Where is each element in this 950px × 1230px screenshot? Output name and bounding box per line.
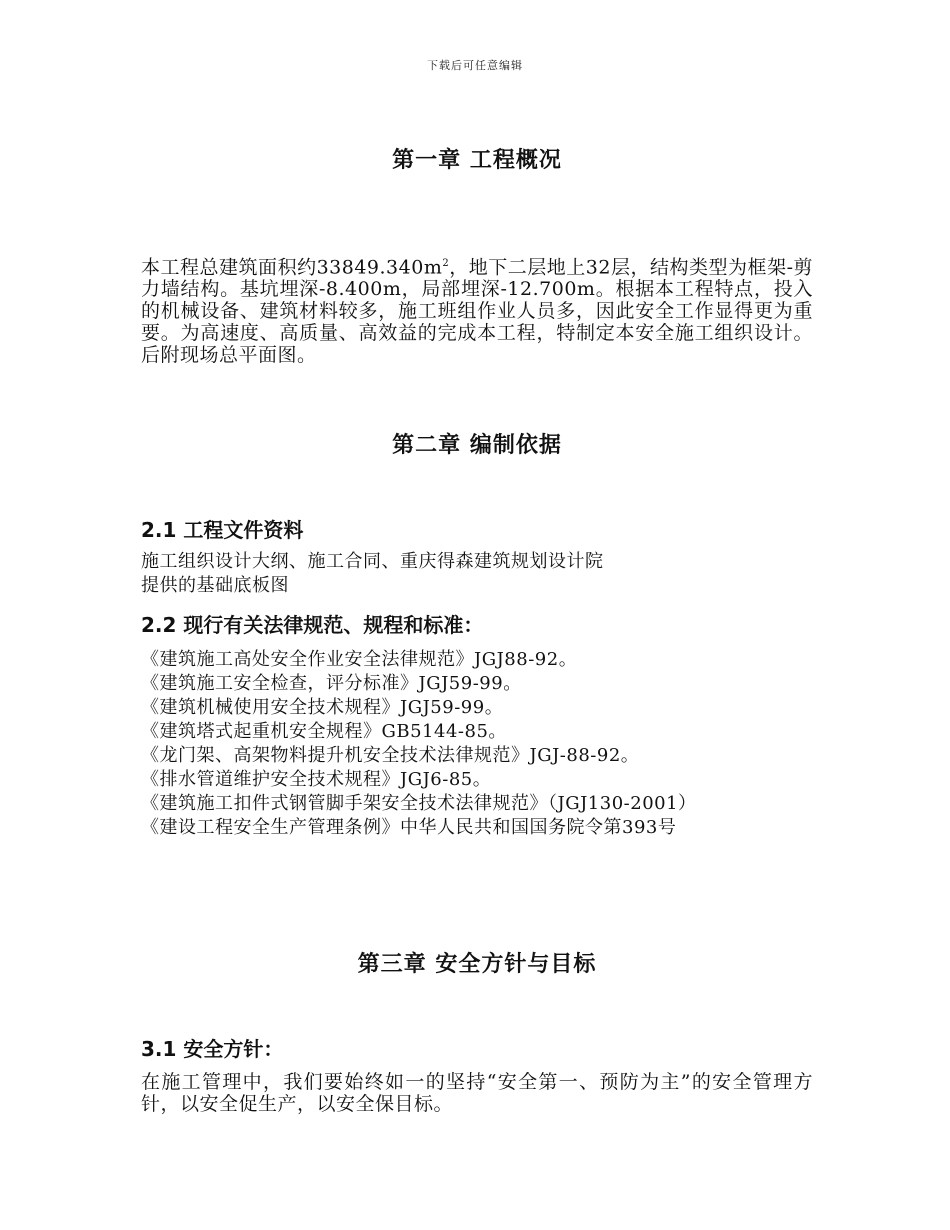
list-item: 《建筑施工安全检查，评分标准》JGJ59-99。 [141, 673, 522, 694]
superscript: 2 [442, 258, 450, 269]
page-header: 下载后可任意编辑 [427, 59, 523, 72]
chapter-2-title: 第二章 编制依据 [392, 433, 562, 458]
section-2-1-text [141, 550, 813, 598]
chapter-1-paragraph [141, 253, 813, 366]
section-3-1-paragraph: 在施工管理中，我们要始终如一的坚持“安全第一、预防为主”的安全管理方针，以安全促生产，以安全保目标。 [141, 1071, 813, 1115]
chapter-1-title: 第一章 工程概况 [392, 148, 562, 173]
section-2-1-title: 2.1 工程文件资料 [141, 518, 304, 542]
chapter-3-title: 第三章 安全方针与目标 [357, 952, 597, 977]
paragraph-text-b: ，地下二层地上32层，结构类型为框架-剪力墙结构。基坑埋深-8.400m，局部埋深-12.700m。根据本工程特点，投入的机械设备、建筑材料较多，施工班组作业人员多，因此安全工作显得更为重要。为高速度、高质量、高效益的完成本工程，特制定本安全施工组织设计。后附现场总平面图。 [141, 256, 814, 367]
list-item: 《建筑施工高处安全作业安全法律规范》JGJ88-92。 [141, 649, 578, 670]
list-item: 《建筑塔式起重机安全规程》GB5144-85。 [141, 721, 507, 742]
paragraph-text-a: 本工程总建筑面积约33849.340m [141, 256, 443, 279]
list-item: 《建设工程安全生产管理条例》中华人民共和国国务院令第393号 [141, 817, 677, 838]
text-line: 提供的基础底板图 [141, 575, 289, 596]
list-item: 《建筑机械使用安全技术规程》JGJ59-99。 [141, 697, 504, 718]
standards-list [141, 648, 813, 840]
section-3-1-title: 3.1 安全方针： [141, 1037, 284, 1061]
section-2-2-title: 2.2 现行有关法律规范、规程和标准： [141, 613, 484, 637]
text-line: 施工组织设计大纲、施工合同、重庆得森建筑规划设计院 [141, 551, 604, 572]
list-item: 《建筑施工扣件式钢管脚手架安全技术法律规范》（JGJ130-2001） [141, 793, 697, 814]
list-item: 《龙门架、高架物料提升机安全技术法律规范》JGJ-88-92。 [141, 745, 640, 766]
list-item: 《排水管道维护安全技术规程》JGJ6-85。 [141, 769, 492, 790]
